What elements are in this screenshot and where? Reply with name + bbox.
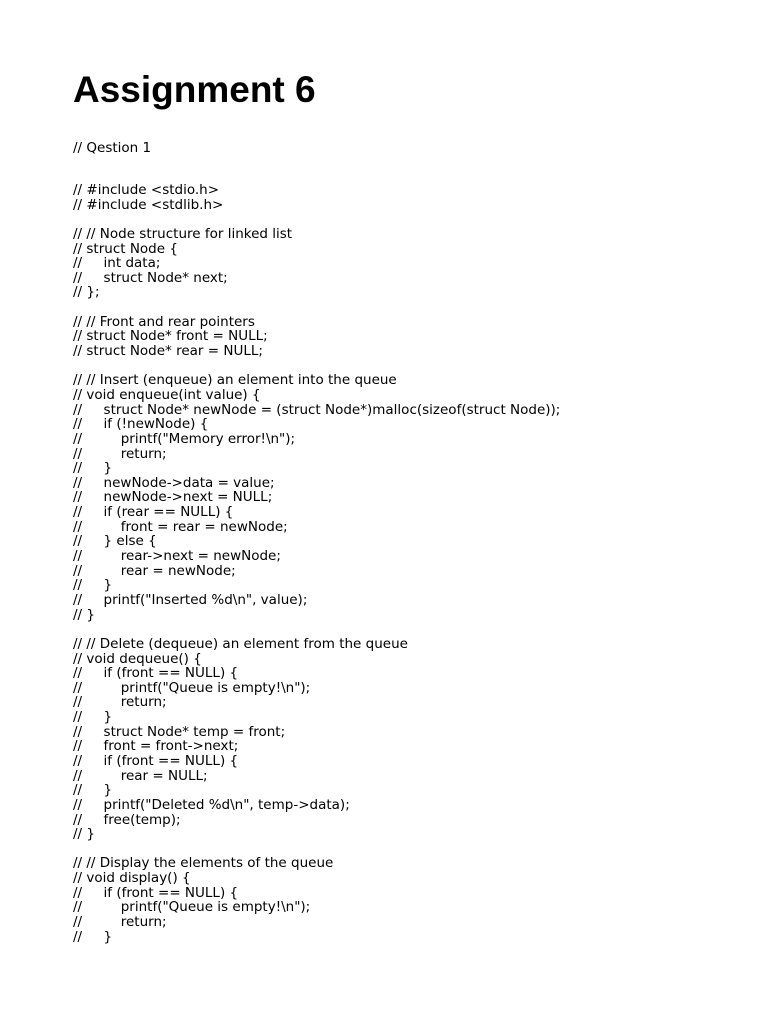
code-line: // return; [73,445,167,462]
blank-line [73,300,560,315]
code-line: // printf("Queue is empty!\n"); [73,679,311,696]
code-line: // // Display the elements of the queue [73,855,334,872]
code-line: // } [73,577,113,594]
document-title: Assignment 6 [73,69,316,110]
code-line: // rear->next = newNode; [73,548,281,565]
code-line: // return; [73,694,167,711]
code-line: // } [73,826,95,843]
code-line: // } [73,709,113,726]
code-line: // rear = newNode; [73,562,236,579]
code-line: // #include <stdlib.h> [73,196,224,213]
code-line: // front = front->next; [73,738,239,755]
code-line: // } [73,460,113,477]
code-line: // printf("Deleted %d\n", temp->data); [73,796,350,813]
code-line: // struct Node* front = NULL; [73,328,268,345]
code-line: // if (front == NULL) { [73,884,239,901]
code-line: // struct Node* temp = front; [73,723,286,740]
code-line: // void enqueue(int value) { [73,386,261,403]
code-line: // // Delete (dequeue) an element from the queue [73,635,408,652]
code-line: // void dequeue() { [73,650,202,667]
code-line: // int data; [73,255,161,272]
blank-line [73,622,560,637]
code-line: // } [73,606,95,623]
code-line: // rear = NULL; [73,767,208,784]
code-line: // printf("Queue is empty!\n"); [73,899,311,916]
code-line: // // Front and rear pointers [73,313,255,330]
code-line: // newNode->data = value; [73,474,275,491]
question-heading: // Qestion 1 [73,140,152,156]
code-line: // } [73,782,113,799]
code-line: // #include <stdio.h> [73,182,220,198]
code-line: // if (!newNode) { [73,416,209,433]
code-line: // } else { [73,533,157,550]
code-line: // if (front == NULL) { [73,752,239,769]
code-line: // if (rear == NULL) { [73,504,234,521]
code-line: // free(temp); [73,811,181,828]
code-line: // struct Node { [73,240,178,257]
code-line: // } [73,928,113,945]
code-line: // printf("Memory error!\n"); [73,430,296,447]
code-line: // }; [73,284,100,301]
code-line: // if (front == NULL) { [73,665,239,682]
code-line: // // Insert (enqueue) an element into the queue [73,372,397,389]
code-line: // printf("Inserted %d\n", value); [73,591,308,608]
code-line: // // Node structure for linked list [73,225,293,242]
blank-line [73,842,560,857]
blank-line [73,359,560,374]
code-line: // void display() { [73,870,191,887]
code-line: // struct Node* newNode = (struct Node*)malloc(sizeof(struct Node)); [73,401,561,418]
code-line: // struct Node* next; [73,269,228,286]
code-block [73,183,560,944]
code-line: // return; [73,914,167,931]
blank-line [73,212,560,227]
code-line: // newNode->next = NULL; [73,489,273,506]
code-line: // front = rear = newNode; [73,518,288,535]
code-line: // struct Node* rear = NULL; [73,343,263,360]
